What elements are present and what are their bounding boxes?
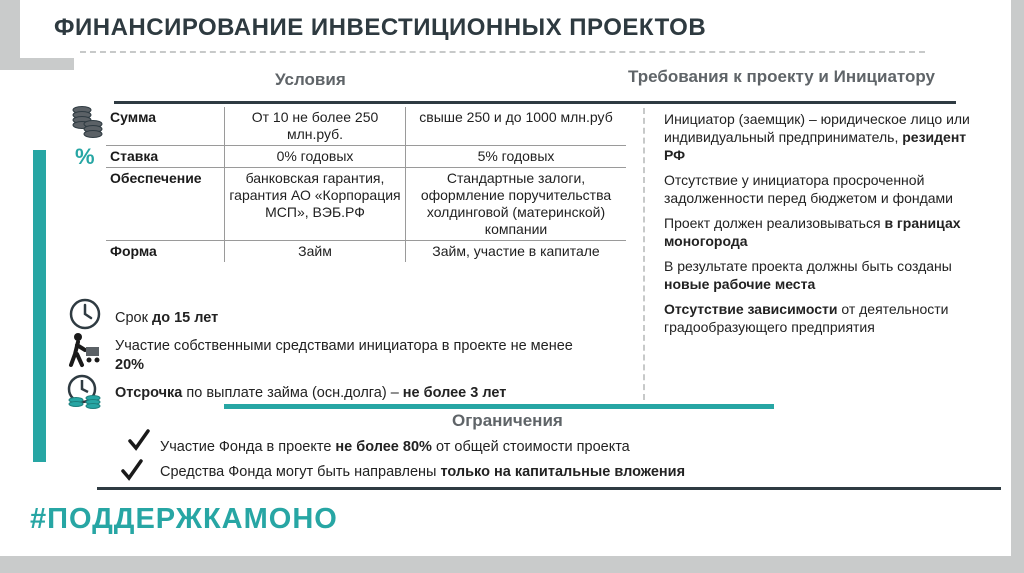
- own-funds-text: Участие собственными средствами инициатора в проекте не менее 20%: [115, 338, 573, 373]
- deferral-text: Отсрочка по выплате займа (осн.долга) – не более 3 лет: [115, 385, 507, 401]
- conditions-table: [106, 107, 626, 262]
- restrictions-header: Ограничения: [452, 411, 563, 430]
- requirement-item: Проект должен реализовываться в границах моногорода: [664, 215, 961, 249]
- check-icon: [120, 458, 144, 482]
- cell-sum-tier1: От 10 не более 250 млн.руб.: [225, 107, 406, 146]
- row-label-form: Форма: [110, 243, 157, 259]
- header-rule: [114, 101, 956, 104]
- percent-icon: %: [75, 144, 95, 169]
- teal-horizontal-bar: [224, 404, 774, 409]
- bottom-grey-bar: [0, 556, 1024, 573]
- row-label-collateral: Обеспечение: [106, 168, 225, 241]
- cell-collateral-tier1: банковская гарантия, гарантия АО «Корпорация МСП», ВЭБ.РФ: [225, 168, 406, 241]
- requirement-item: Инициатор (заемщик) – юридическое лицо или индивидуальный предприниматель, резидент РФ: [664, 111, 970, 163]
- stopwatch-coins-icon: [66, 374, 106, 410]
- requirements-header: Требования к проекту и Инициатору: [628, 67, 936, 86]
- table-row: [106, 107, 626, 146]
- left-grey-stub: [0, 58, 74, 70]
- table-row: [106, 241, 626, 263]
- teal-vertical-bar: [33, 150, 46, 462]
- title-dashed-rule: [80, 51, 925, 53]
- column-dashed-divider: [643, 108, 645, 400]
- cell-collateral-tier2: Стандартные залоги, оформление поручительства холдинговой (материнской) компании: [406, 168, 627, 241]
- conditions-header: Условия: [275, 70, 346, 89]
- cell-rate-tier1: 0% годовых: [225, 146, 406, 168]
- clock-icon: [68, 297, 102, 331]
- top-left-grey-bar: [0, 0, 20, 60]
- restriction-item: Участие Фонда в проекте не более 80% от общей стоимости проекта: [160, 439, 630, 455]
- person-cart-icon: [68, 332, 104, 368]
- hashtag: #ПОДДЕРЖКАМОНО: [30, 503, 338, 535]
- right-grey-bar: [1011, 0, 1024, 573]
- coins-icon: [70, 102, 104, 138]
- restriction-item: Средства Фонда могут быть направлены только на капитальные вложения: [160, 464, 686, 480]
- requirements-list: [664, 110, 984, 336]
- bottom-rule: [97, 487, 1001, 490]
- table-row: [106, 146, 626, 168]
- cell-sum-tier2: свыше 250 и до 1000 млн.руб: [406, 107, 627, 146]
- row-label-sum: Сумма: [106, 107, 225, 146]
- requirement-item: В результате проекта должны быть созданы новые рабочие места: [664, 258, 952, 292]
- cell-rate-tier2: 5% годовых: [406, 146, 627, 168]
- requirement-item: Отсутствие у инициатора просроченной задолженности перед бюджетом и фондами: [664, 172, 954, 206]
- page-title: ФИНАНСИРОВАНИЕ ИНВЕСТИЦИОННЫХ ПРОЕКТОВ: [54, 14, 707, 41]
- cell-form-tier2: Займ, участие в капитале: [432, 243, 600, 259]
- cell-form-tier1: Займ: [225, 241, 406, 263]
- check-icon: [127, 428, 151, 452]
- requirement-item: Отсутствие зависимости от деятельности градообразующего предприятия: [664, 301, 949, 335]
- row-label-rate: Ставка: [106, 146, 225, 168]
- term-text: Срок до 15 лет: [115, 310, 219, 326]
- table-row: [106, 168, 626, 241]
